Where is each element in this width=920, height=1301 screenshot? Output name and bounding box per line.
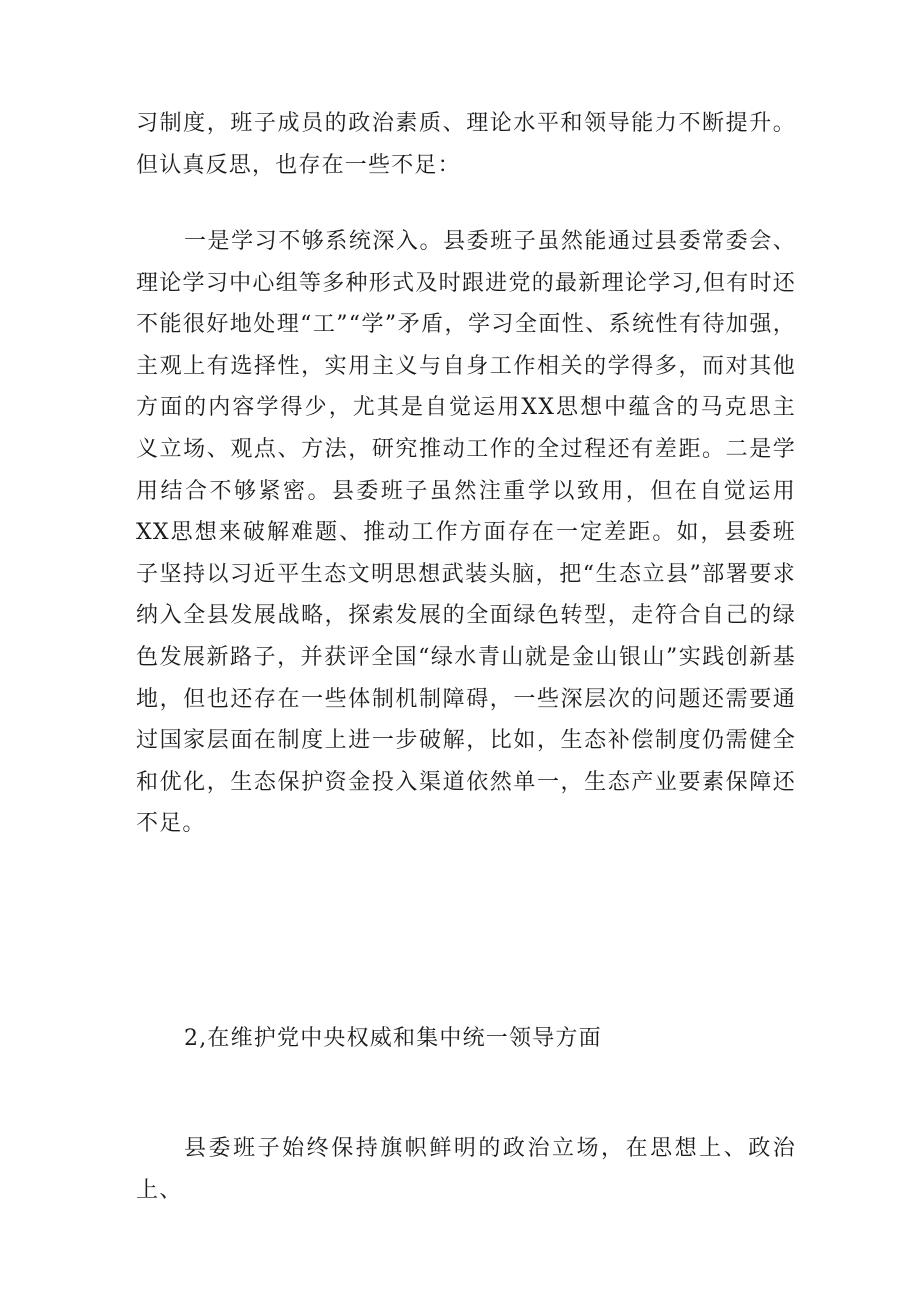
paragraph-political-stance: 县委班子始终保持旗帜鲜明的政治立场，在思想上、政治上、 — [136, 1136, 796, 1203]
paragraph-continuation: 习制度，班子成员的政治素质、理论水平和领导能力不断提升。但认真反思，也存在一些不足： — [136, 111, 796, 178]
paragraph-shortcomings: 一是学习不够系统深入。县委班子虽然能通过县委常委会、理论学习中心组等多种形式及时跟进党的最新理论学习,但有时还不能很好地处理“工”“学”矛盾，学习全面性、系统性有待加强，主观上有选择性，实用主义与自身工作相关的学得多，而对其他方面的内容学得少，尤其是自觉运用XX思想中蕴含的马克思主义立场、观点、方法，研究推动工作的全过程还有差距。二是学用结合不够紧密。县委班子虽然注重学以致用，但在自觉运用XX思想来破解难题、推动工作方面存在一定差距。如，县委班子坚持以习近平生态文明思想武装头脑，把“生态立县”部署要求纳入全县发展战略，探索发展的全面绿色转型，走符合自己的绿色发展新路子，并获评全国“绿水青山就是金山银山”实践创新基地，但也还存在一些体制机制障碍，一些深层次的问题还需要通过国家层面在制度上进一步破解，比如，生态补偿制度仍需健全和优化，生态保护资金投入渠道依然单一，生态产业要素保障还不足。 — [136, 229, 796, 837]
section-heading: 2,在维护党中央权威和集中统一领导方面 — [184, 1026, 602, 1051]
